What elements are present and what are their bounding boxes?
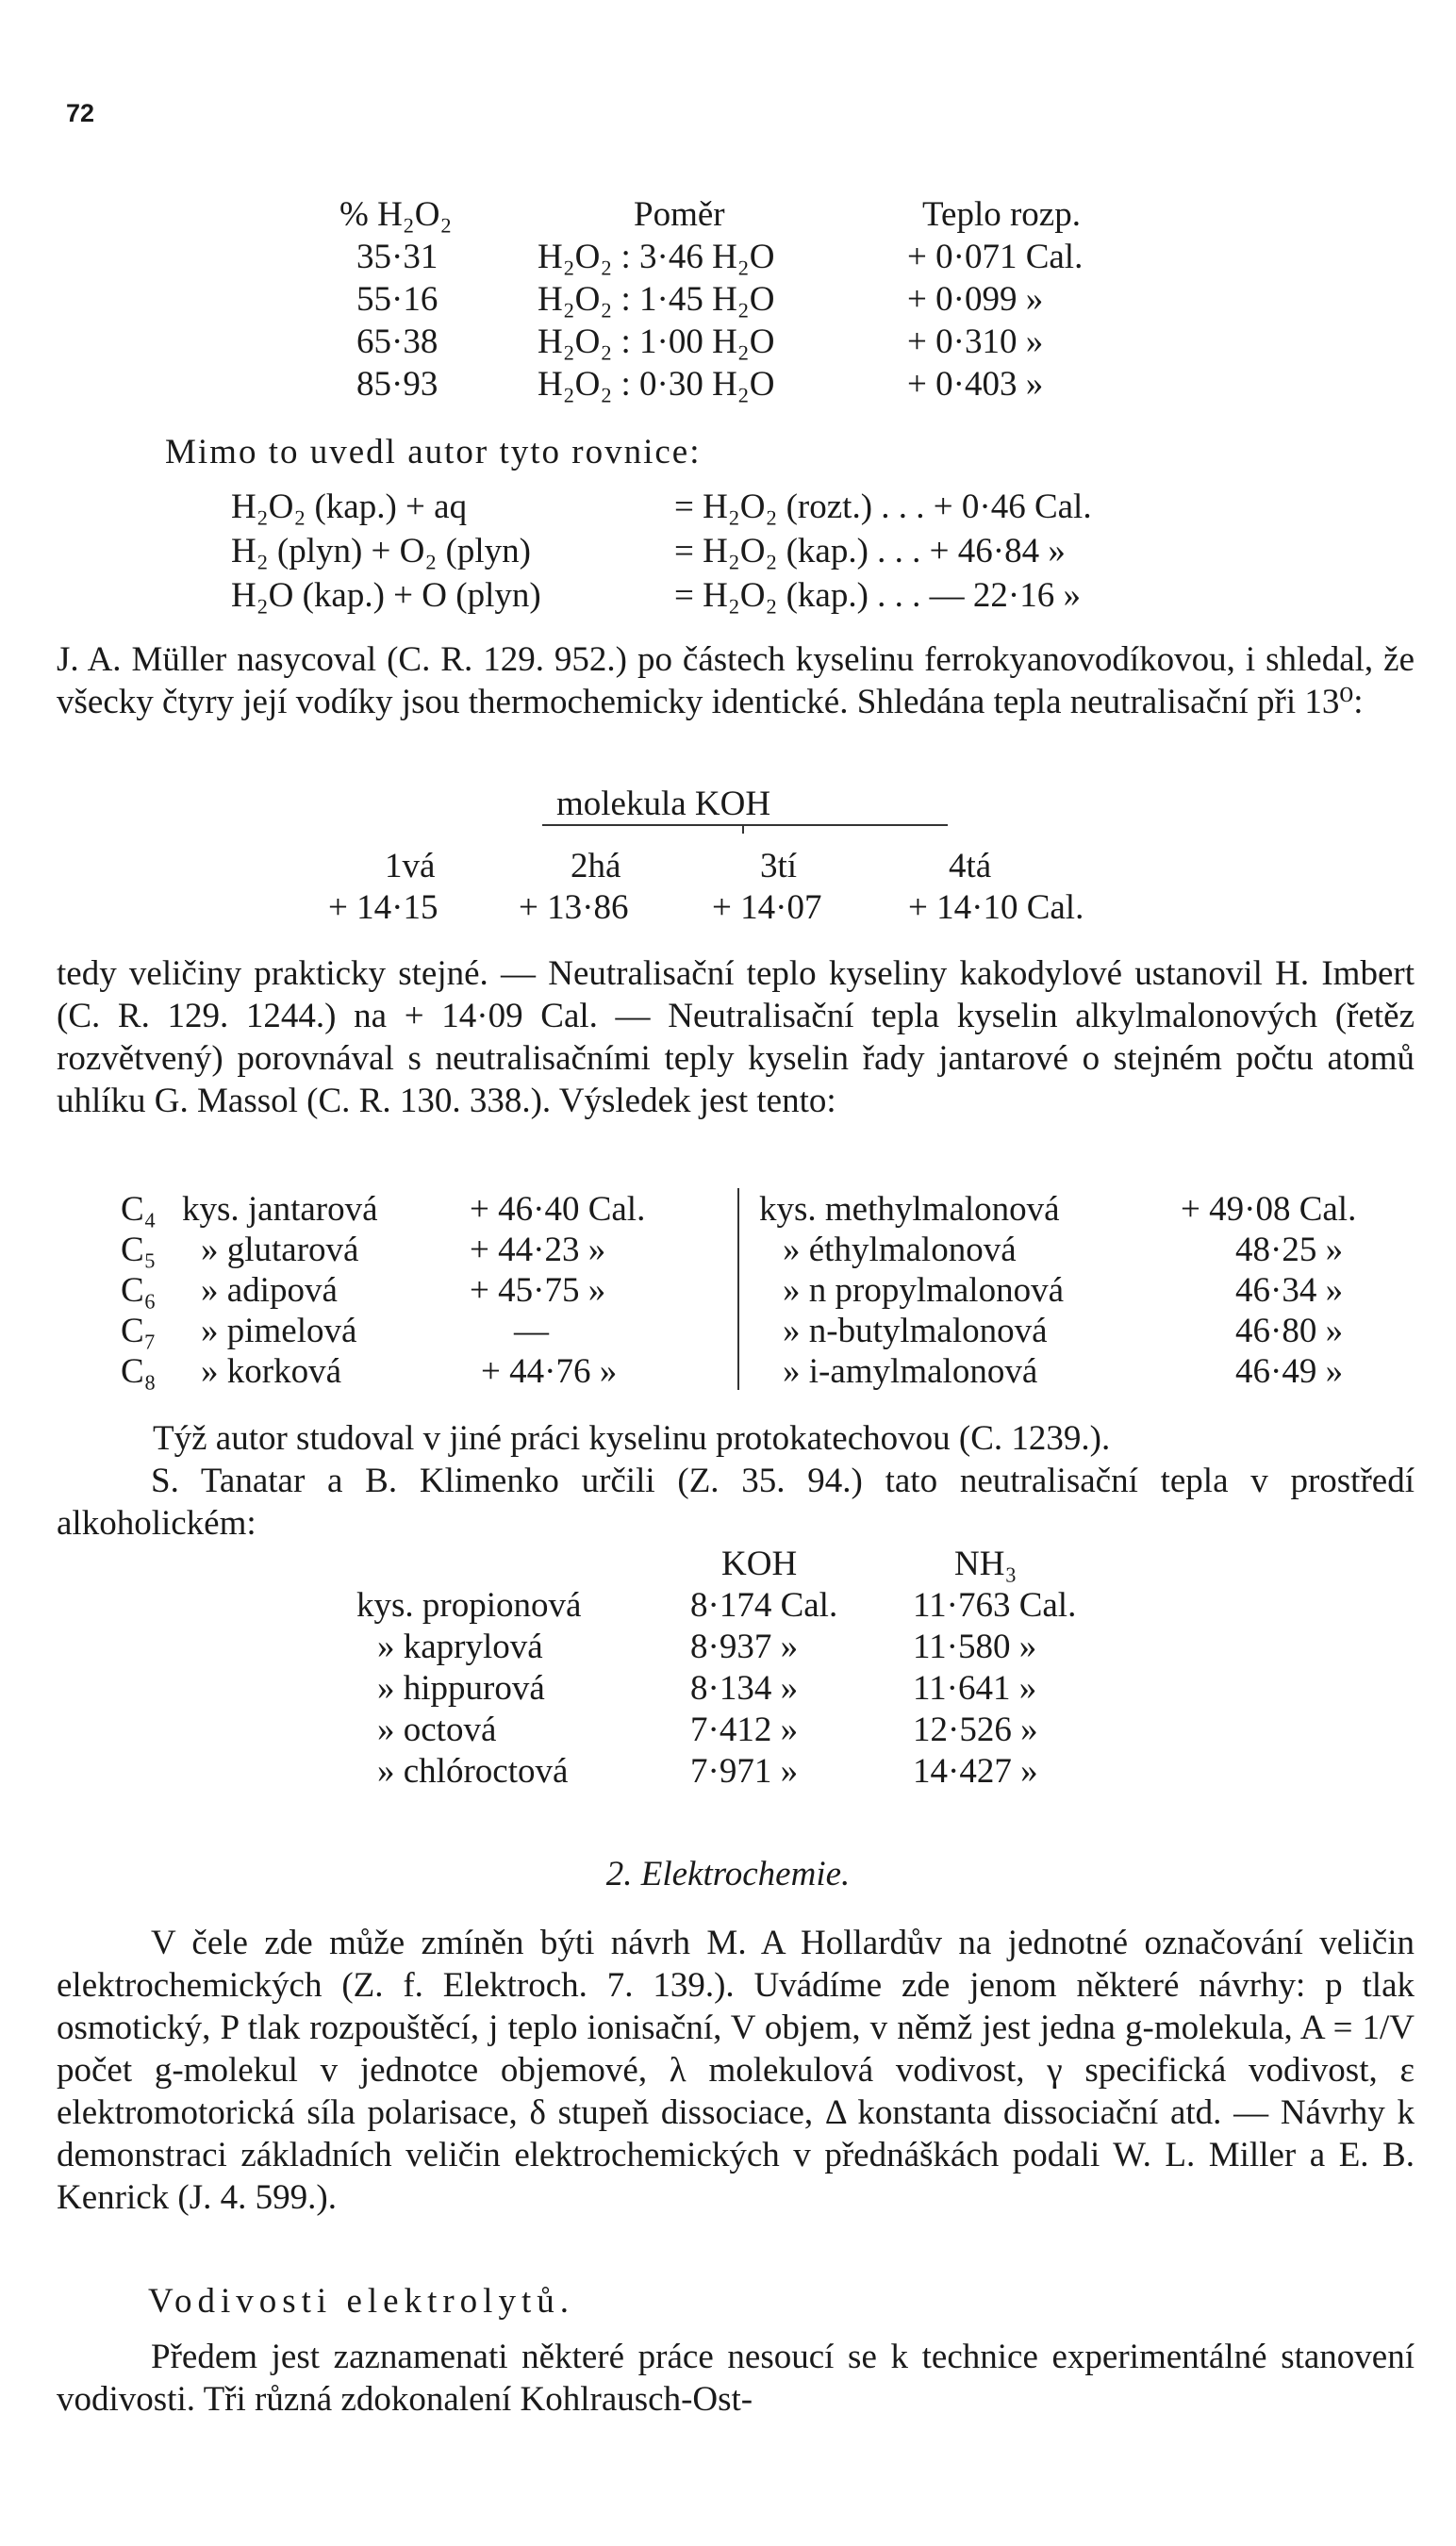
t2-l1-name: » glutarová [201, 1231, 359, 1269]
koh-title: molekula KOH [556, 785, 771, 823]
koh-label-3: 3tí [760, 847, 798, 885]
eq1-left: H₂ (plyn) + O₂ (plyn) [231, 532, 531, 570]
t3-r2-name: » hippurová [377, 1669, 545, 1708]
t1-r0-c1: H₂O₂ : 3·46 H₂O [538, 238, 775, 276]
t3-r4-nh3: 14·427 » [913, 1752, 1038, 1791]
t2-l2-name: » adipová [201, 1271, 338, 1310]
section-heading-vodivosti: Vodivosti elektrolytů. [148, 2282, 574, 2321]
t2-r2-val: 46·34 » [1235, 1271, 1344, 1310]
eq2-right: = H₂O₂ (kap.) . . . — 22·16 » [674, 576, 1081, 615]
t3-header-nh3: NH₃ [954, 1545, 1018, 1583]
t1-r3-c1: H₂O₂ : 0·30 H₂O [538, 365, 775, 404]
eq1-right: = H₂O₂ (kap.) . . . + 46·84 » [674, 532, 1066, 570]
t2-l2-c: C₆ [121, 1271, 157, 1310]
t2-l3-c: C₇ [121, 1312, 157, 1350]
t2-l4-val: + 44·76 » [481, 1352, 618, 1391]
koh-label-1: 1vá [385, 847, 436, 885]
predem-paragraph: Předem jest zaznamenati některé práce nesoucí se k technice experimentálné stanovení vodivosti. Tři různá zdokonalení Kohlrausch-Ost- [57, 2338, 1415, 2419]
t2-l4-c: C₈ [121, 1352, 157, 1391]
t3-r0-nh3: 11·763 Cal. [913, 1586, 1077, 1625]
t3-r2-nh3: 11·641 » [913, 1669, 1037, 1708]
tedy-paragraph: tedy veličiny prakticky stejné. — Neutralisační teplo kyseliny kakodylové ustanovil H. Imbert (C. R. 129. 1244.) na + 14·09 Cal. — Neutralisační tepla kyselin alkylmalonových (řetěz rozvětvený) porovnával s neutralisačními teply kyselin řady jantarové o stejném počtu atomů uhlíku G. Massol (C. R. 130. 338.). Výsledek jest tento: [57, 954, 1415, 1120]
t1-r2-c0: 65·38 [356, 322, 438, 361]
koh-label-4: 4tá [949, 847, 992, 885]
t3-r4-name: » chlóroctová [377, 1752, 569, 1791]
t1-r0-c2: + 0·071 Cal. [907, 238, 1084, 276]
koh-value-3: + 14·07 [712, 888, 822, 927]
t1-header-teplo: Teplo rozp. [922, 195, 1081, 234]
t1-r2-c2: + 0·310 » [907, 322, 1044, 361]
t1-r0-c0: 35·31 [356, 238, 438, 276]
t2-r4-val: 46·49 » [1235, 1352, 1344, 1391]
t1-r1-c0: 55·16 [356, 280, 438, 319]
t2-l1-val: + 44·23 » [470, 1231, 606, 1269]
t1-r3-c0: 85·93 [356, 365, 438, 404]
t2-r0-name: kys. methylmalonová [759, 1190, 1060, 1229]
vcele-paragraph: V čele zde může zmíněn býti návrh M. A Hollardův na jednotné označování veličin elektrochemických (Z. f. Elektroch. 7. 139.). Uvádíme zde jenom některé návrhy: p tlak osmotický, P tlak rozpouštěcí, j teplo ionisační, V objem, v němž jest jedna g-molekula, A = 1/V počet g-molekul v jednotce objemové, λ molekulová vodivost, γ specifická vodivost, ε elektromotorická síla polarisace, δ stupeň dissociace, Δ konstanta dissociační atd. — Návrhy k demonstraci základních veličin elektrochemických v přednáškách podali W. L. Miller a E. B. Kenrick (J. 4. 599.). [57, 1924, 1415, 2217]
t2-l0-name: kys. jantarová [182, 1190, 378, 1229]
section-heading-elektrochemie: 2. Elektrochemie. [605, 1855, 851, 1893]
koh-brace [542, 824, 948, 839]
koh-value-1: + 14·15 [328, 888, 438, 927]
koh-value-2: + 13·86 [519, 888, 629, 927]
t2-l0-c: C₄ [121, 1190, 157, 1229]
page-number: 72 [66, 99, 95, 127]
t2-r2-name: » n propylmalonová [783, 1271, 1065, 1310]
t2-l3-val: — [514, 1312, 549, 1350]
t1-r3-c2: + 0·403 » [907, 365, 1044, 404]
t3-r1-name: » kaprylová [377, 1628, 543, 1666]
t3-r1-koh: 8·937 » [690, 1628, 799, 1666]
t2-r1-val: 48·25 » [1235, 1231, 1344, 1269]
t1-header-pomer: Poměr [634, 195, 725, 234]
t2-r3-val: 46·80 » [1235, 1312, 1344, 1350]
mimo-text: Mimo to uvedl autor tyto rovnice: [165, 433, 702, 471]
t2-r1-name: » éthylmalonová [783, 1231, 1017, 1269]
koh-value-4: + 14·10 Cal. [908, 888, 1084, 927]
t2-l2-val: + 45·75 » [470, 1271, 606, 1310]
t3-r0-koh: 8·174 Cal. [690, 1586, 838, 1625]
t2-r0-val: + 49·08 Cal. [1181, 1190, 1357, 1229]
tanatar-paragraph: S. Tanatar a B. Klimenko určili (Z. 35. 94.) tato neutralisační tepla v prostředí alkoholickém: [57, 1462, 1415, 1543]
t3-r4-koh: 7·971 » [690, 1752, 799, 1791]
muller-paragraph: J. A. Müller nasycoval (C. R. 129. 952.) po částech kyselinu ferrokyanovodíkovou, i shledal, že všecky čtyry její vodíky jsou thermochemicky identické. Shledána tepla neutralisační při 13⁰: [57, 640, 1415, 721]
t3-r3-nh3: 12·526 » [913, 1711, 1038, 1749]
eq2-left: H₂O (kap.) + O (plyn) [231, 576, 541, 615]
t1-header-percent: % H₂O₂ [339, 195, 453, 234]
t3-r0-name: kys. propionová [356, 1586, 582, 1625]
t2-divider [737, 1188, 739, 1390]
t1-r1-c2: + 0·099 » [907, 280, 1044, 319]
t1-r1-c1: H₂O₂ : 1·45 H₂O [538, 280, 775, 319]
t3-r3-koh: 7·412 » [690, 1711, 799, 1749]
eq0-left: H₂O₂ (kap.) + aq [231, 488, 468, 526]
koh-label-2: 2há [571, 847, 621, 885]
t1-r2-c1: H₂O₂ : 1·00 H₂O [538, 322, 775, 361]
t2-l1-c: C₅ [121, 1231, 157, 1269]
t3-r1-nh3: 11·580 » [913, 1628, 1037, 1666]
t3-r2-koh: 8·134 » [690, 1669, 799, 1708]
eq0-right: = H₂O₂ (rozt.) . . . + 0·46 Cal. [674, 488, 1092, 526]
t2-r3-name: » n-butylmalonová [783, 1312, 1048, 1350]
tyz-paragraph: Týž autor studoval v jiné práci kyselinu protokatechovou (C. 1239.). [153, 1419, 1111, 1458]
t2-l0-val: + 46·40 Cal. [470, 1190, 646, 1229]
t2-l4-name: » korková [201, 1352, 341, 1391]
t2-l3-name: » pimelová [201, 1312, 357, 1350]
t2-r4-name: » i-amylmalonová [783, 1352, 1038, 1391]
t3-r3-name: » octová [377, 1711, 497, 1749]
t3-header-koh: KOH [721, 1545, 798, 1583]
